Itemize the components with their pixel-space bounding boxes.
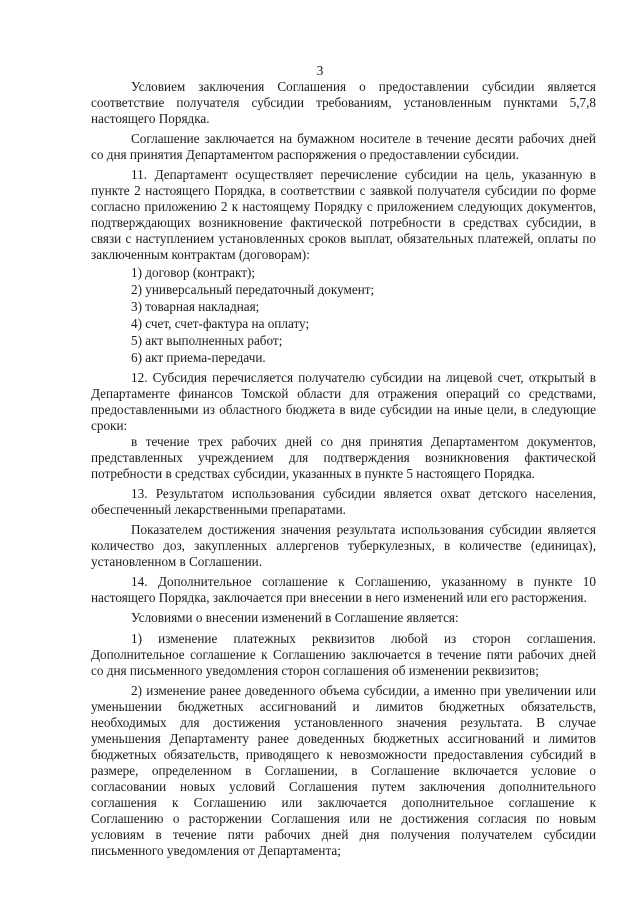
paragraph-first-line: 11. Департамент осуществляет перечисление субсидии на цель, указанную в bbox=[131, 167, 596, 183]
paragraph-line: необходимых для достижения установленного значения результата. В случае bbox=[91, 714, 596, 730]
list-item-text: 5) акт выполненных работ; bbox=[131, 332, 283, 348]
paragraph-line: условиям в течение пяти рабочих дней дня получения получателем субсидии bbox=[91, 827, 596, 843]
paragraph-first-line: Соглашение заключается на бумажном носителе в течение десяти рабочих дней bbox=[131, 131, 596, 147]
paragraph-line: пункте 2 настоящего Порядка, в соответствии с заявкой получателя субсидии по форме bbox=[91, 183, 596, 199]
list-item bbox=[91, 316, 596, 332]
list-item-text: 3) товарная накладная; bbox=[131, 298, 260, 314]
paragraph-first-line: в течение трех рабочих дней со дня принятия Департаментом документов, bbox=[131, 433, 596, 449]
paragraph-line: настоящего Порядка. bbox=[91, 111, 210, 127]
document-body bbox=[91, 79, 596, 859]
list-item-text: 2) универсальный передаточный документ; bbox=[131, 281, 375, 297]
list-item-text: 6) акт приема-передачи. bbox=[131, 349, 266, 365]
paragraph-first-line: 13. Результатом использования субсидии является охват детского населения, bbox=[131, 486, 596, 502]
list-item bbox=[91, 265, 596, 281]
paragraph-line: обеспеченный лекарственными препаратами. bbox=[91, 502, 346, 518]
paragraph-line: потребности в средствах субсидии, указанных в пункте 5 настоящего Порядка. bbox=[91, 466, 535, 482]
paragraph-line: установленном в Соглашении. bbox=[91, 554, 263, 570]
paragraph-first-line: 12. Субсидия перечисляется получателю субсидии на лицевой счет, открытый в bbox=[131, 369, 596, 385]
paragraph-line: соответствие получателя субсидии требованиям, установленным пунктами 5,7,8 bbox=[91, 95, 596, 111]
list-item bbox=[91, 333, 596, 349]
paragraph-line: соглашения к Соглашению или заключается дополнительное соглашение к bbox=[91, 794, 596, 810]
paragraph-line: представленных учреждением для подтверждения возникновения фактической bbox=[91, 450, 596, 466]
paragraph-line: со дня письменного уведомления сторон соглашения об изменении реквизитов; bbox=[91, 662, 539, 678]
paragraph-line: письменного уведомления от Департамента; bbox=[91, 843, 341, 859]
paragraph-first-line: 1) изменение платежных реквизитов любой из сторон соглашения. bbox=[131, 630, 596, 646]
page-number: 3 bbox=[316, 63, 324, 78]
paragraph-first-line: 14. Дополнительное соглашение к Соглашению, указанному в пункте 10 bbox=[131, 574, 596, 590]
paragraph-line: связи с наступлением установленных сроков выплат, обязательных платежей, оплаты по bbox=[91, 231, 596, 247]
paragraph-line: Соглашению о расторжении Соглашения или не достижения согласия по новым bbox=[91, 811, 596, 827]
paragraph-first-line: Условием заключения Соглашения о предоставлении субсидии является bbox=[131, 79, 596, 94]
paragraph-line: со дня принятия Департаментом распоряжения о предоставлении субсидии. bbox=[91, 147, 519, 163]
list-item-text: 1) договор (контракт); bbox=[131, 264, 256, 280]
paragraph-line: согласно приложению 2 к настоящему Порядку с приложением следующих документов, bbox=[91, 199, 596, 215]
paragraph-line: подтверждающих возникновение фактической потребности в средствах субсидии, в bbox=[91, 215, 596, 231]
paragraph-line: уменьшения Департаменту ранее доведенных бюджетных ассигнований и лимитов bbox=[91, 730, 596, 746]
paragraph-first-line: Условиями о внесении изменений в Соглашение является: bbox=[131, 610, 459, 626]
paragraph-line: бюджетных обязательств, приводящего к невозможности предоставления субсидий в bbox=[91, 746, 596, 762]
list-item-text: 4) счет, счет-фактура на оплату; bbox=[131, 315, 310, 331]
paragraph-line: Дополнительное соглашение к Соглашению заключается в течение пяти рабочих дней bbox=[91, 646, 596, 662]
paragraph-line: Департаменте финансов Томской области для отражения операций со средствами, bbox=[91, 385, 596, 401]
paragraph-line: сроки: bbox=[91, 417, 128, 433]
paragraph-line: предоставленными из областного бюджета в виде субсидии на иные цели, в следующие bbox=[91, 401, 596, 417]
paragraph-line: заключенным контрактам (договорам): bbox=[91, 247, 310, 263]
paragraph-first-line: Показателем достижения значения результата использования субсидии является bbox=[131, 522, 596, 538]
paragraph-line: количество доз, закупленных аллергенов туберкулезных, в количестве (единицах), bbox=[91, 538, 596, 554]
list-item bbox=[91, 350, 596, 366]
list-item bbox=[91, 299, 596, 315]
paragraph-line: размере, определенном в Соглашении, в Соглашение включается условие о bbox=[91, 762, 596, 778]
paragraph-line: настоящего Порядка, заключается при внесении в него изменений или его расторжения. bbox=[91, 590, 587, 606]
list-item bbox=[91, 282, 596, 298]
paragraph-line: согласовании новых условий Соглашения путем заключения дополнительного bbox=[91, 778, 596, 794]
paragraph-first-line: 2) изменение ранее доведенного объема субсидии, а именно при увеличении или bbox=[131, 682, 596, 698]
paragraph-line: уменьшении бюджетных ассигнований и лимитов бюджетных обязательств, bbox=[91, 698, 596, 714]
